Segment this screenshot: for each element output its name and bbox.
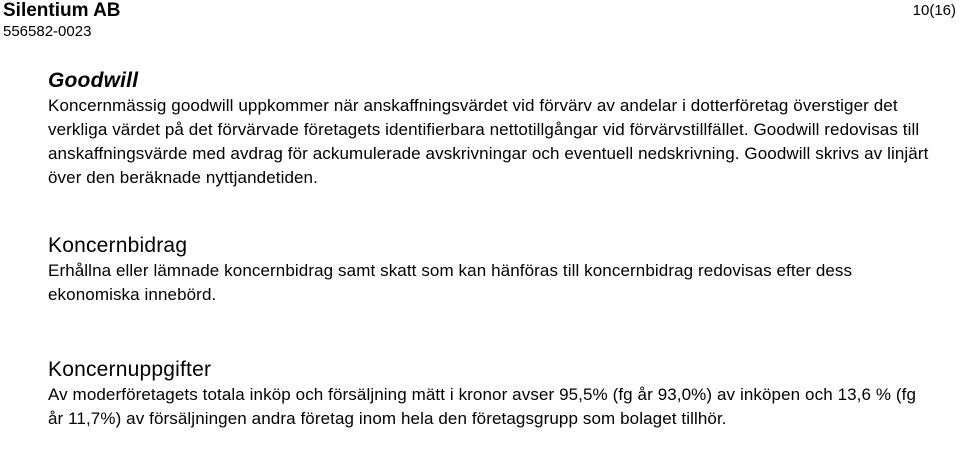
section-heading-koncernbidrag: Koncernbidrag xyxy=(48,234,188,257)
section-koncernbidrag xyxy=(48,233,948,307)
company-name: Silentium AB xyxy=(3,0,121,21)
section-heading-koncernuppgifter: Koncernuppgifter xyxy=(48,358,212,381)
section-goodwill xyxy=(48,68,948,190)
section-text-goodwill: Koncernmässig goodwill uppkommer när anskaffningsvärdet vid förvärv av andelar i dotterföretag överstiger det verkliga värdet på det förvärvade företagets identifierbara nettotillgångar vid förvärvstillfället. Goodwill redovisas till anskaffningsvärde med avdrag för ackumulerade avskrivningar och eventuell nedskrivning. Goodwill skrivs av linjärt över den beräknade nyttjandetiden. xyxy=(48,96,929,187)
section-koncernuppgifter xyxy=(48,357,948,431)
section-text-koncernbidrag: Erhållna eller lämnade koncernbidrag samt skatt som kan hänföras till koncernbidrag redovisas efter dess ekonomiska innebörd. xyxy=(48,261,853,304)
section-text-koncernuppgifter: Av moderföretagets totala inköp och försäljning mätt i kronor avser 95,5% (fg år 93,0%) av inköpen och 13,6 % (fg år 11,7%) av försäljningen andra företag inom hela den företagsgrupp som bolaget tillhör. xyxy=(48,385,917,428)
page-number: 10(16) xyxy=(912,2,956,19)
section-heading-goodwill: Goodwill xyxy=(48,69,139,92)
org-number: 556582-0023 xyxy=(3,23,92,40)
